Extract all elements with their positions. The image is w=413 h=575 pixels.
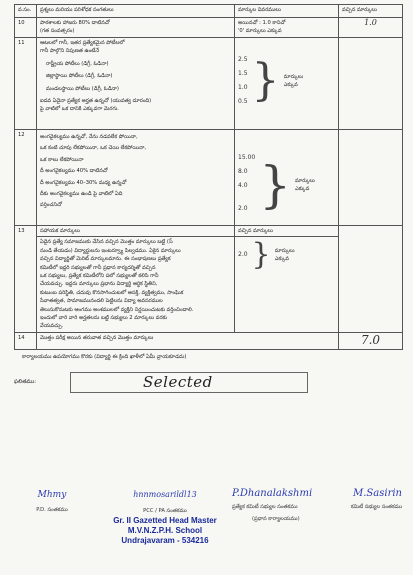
row-question: మొత్తం పరీక్ష అయిన తరువాత వచ్చిన మొత్తం మార్కులు [37, 333, 339, 349]
question-line: సేవాతత్వత, సామాజమునందలి పెట్టిలను విద్యా అవసరముల [40, 298, 163, 305]
pcc-signature [95, 490, 235, 515]
row-question [37, 130, 235, 226]
result-label: ఫలితము: [14, 379, 37, 386]
row-marks-given [339, 226, 403, 333]
row-number: 11 [15, 38, 37, 130]
table-row [15, 333, 403, 349]
table-header-row [15, 5, 403, 18]
col-header-question: ప్రశ్నలు మరియు పరిశోధక సంగతులు [37, 5, 235, 18]
marks-values [238, 53, 248, 109]
committee-scribbles [232, 488, 402, 499]
pcc-signature-scribble: hnnmosarildl13 [133, 490, 197, 499]
row-number: 13 [15, 226, 37, 333]
office-use-note: కార్యాలయము ఉపయోగము కొరకు (విద్యార్థి ఈ క్రింది ఖాళీలో ఏమీ వ్రాయకూడదు) [22, 353, 187, 360]
marks-table [14, 4, 403, 350]
marks-value: 2.5 [238, 56, 248, 63]
marks-caption [295, 177, 315, 193]
question-line: (గత సంవత్సరం) [40, 28, 75, 35]
row-question [37, 18, 235, 38]
table-row [15, 130, 403, 226]
question-line: చేయవచ్చు. ఇద్దరు మార్కులు ప్రభాను విద్యార్థి ఆర్థిక స్థితిని, [40, 281, 158, 288]
question-line: దీ అంగవైకల్యము 40–30% మధ్య ఉన్నచో [40, 179, 127, 186]
row-question [37, 237, 235, 333]
stamp-line: M.V.N.Z.P.H. School [127, 526, 203, 535]
question-line: అంగవైకల్యము ఉన్నచో, నేను నడవలేక పోయినా, [40, 134, 138, 140]
committee-signature-label: ప్రత్యేక కమిటీ సభ్యుల సంతకము [232, 504, 298, 510]
question-line: ఏదైన ప్రత్యే సమాజముకు చేసిన వచ్చిన మొత్తం మార్కులు బట్టి (స్ [40, 239, 173, 246]
committee-signature-label: కమిటీ సభ్యుల సంతకము [350, 504, 402, 510]
brace-icon: } [251, 237, 271, 273]
marks-caption [275, 247, 295, 263]
question-line: కమిటీలో ఇద్దరి సభ్యులతో గానీ ప్రధాన కార్యదర్శితో వచ్చిన [40, 264, 156, 271]
row-number: 10 [15, 18, 37, 38]
marks-value: 0.5 [238, 98, 248, 105]
col-header-marks-detail: మార్కుల వివరములు [235, 5, 339, 18]
col-header-marks-given: వచ్చిన మార్కులు [339, 5, 403, 18]
detail-line: '0' మార్కులు ఎక్కువ [238, 28, 282, 35]
brace-icon: } [259, 156, 291, 214]
question-line: ఒక కాలు లేకపోయినా [40, 156, 84, 163]
question-line: వేయవచ్చు. [40, 323, 64, 330]
marks-value: 2.0 [238, 251, 248, 259]
marks-caption [284, 73, 304, 89]
row-number: 14 [15, 333, 37, 349]
result-value-handwritten: Selected [143, 373, 213, 392]
marks-value: 1.5 [238, 70, 248, 77]
pd-signature [22, 490, 82, 514]
committee-sub-label: (ప్రధాన కార్యాలయము) [252, 516, 300, 522]
given-marks-handwritten: 1.0 [364, 18, 377, 27]
row-question [37, 38, 235, 130]
col-header-no: వ.సం. [15, 5, 37, 18]
row-marks-given [339, 333, 403, 349]
stamp-line: Gr. II Gazetted Head Master [113, 516, 217, 525]
table-row [15, 18, 403, 38]
row-marks-given [339, 38, 403, 130]
row-marks-detail [235, 237, 339, 333]
question-line: దీకు అంగవైకల్యము ఉండి పై వాటిలో ఏది [40, 191, 123, 198]
marks-caption-line: మార్కులు [295, 178, 315, 184]
marks-caption-line: ఎక్కువ [274, 256, 289, 263]
question-line: నుండి తేయడం) విద్యార్థులను ఇంటర్వ్యూ పిల్వడము. ఏకైన మార్కులు [40, 247, 181, 254]
marks-values [238, 151, 255, 219]
marks-value: 4.0 [238, 182, 248, 189]
pd-signature-scribble: Mhmy [37, 490, 67, 500]
question-line: ఇందులో వారి వారి అర్హతలను బట్టి సభ్యులు 2 మార్కులు వరకు [40, 315, 168, 322]
row-marks-given [339, 18, 403, 38]
committee-labels [232, 503, 402, 511]
signature-area [0, 488, 413, 575]
question-line: ఒక కంటి చూపు లేకపోయినా, ఒక చెయి లేకపోయినా, [40, 145, 147, 152]
committee-signature-scribble: P.Dhanalakshmi [232, 488, 313, 499]
question-line: గానీ పాల్గొని నిపుణత ఉంటేనే [40, 48, 99, 55]
question-line: కుటుంబ పరిస్థితి, చదువు కొనసాగించుటలో ఆసక్తి, వ్యక్తిత్వము, సాంఘిక [40, 289, 184, 296]
committee-signature-scribble: M.Sasirin [353, 488, 402, 499]
row-number: 12 [15, 130, 37, 226]
row-question-title: సహాయక మార్కులు [37, 226, 235, 237]
marks-value: 1.0 [238, 84, 248, 91]
pcc-signature-label: PCC / PA సంతకము [143, 508, 187, 514]
detail-line: అయినచో : 1.0 కానిచో [238, 20, 286, 26]
question-line: దీ అంగవైకల్యము 40% దాటినచో [40, 168, 108, 175]
result-row [14, 372, 402, 393]
total-marks-handwritten: 7.0 [360, 333, 381, 348]
question-line: ఒక సభ్యులు, ప్రత్యేక కమిటీలోని పలో సభ్యులతో కలిసి గానీ [40, 273, 159, 280]
question-line: పై వాటిలో ఒక దానికి ఎక్కువగా మెరగు. [40, 106, 119, 113]
question-line: జిల్లాస్థాయి పోటీలు (డిగ్రీ, ఓడినా) [46, 73, 113, 80]
marks-options [238, 237, 335, 273]
row-marks-detail [235, 130, 339, 226]
question-line: రాష్ట్రీయ పోటీలు (డిగ్రీ, ఓడినా) [46, 60, 109, 67]
question-line: ఐదవ ఏదైనా ప్రత్యేక అర్హత ఉన్నచో (యువత్వ దూరంది) [40, 98, 152, 105]
row-marks-detail [235, 18, 339, 38]
table-row [15, 226, 403, 237]
marks-caption-line: మార్కులు [274, 248, 295, 255]
question-line: వచ్చిన విద్యార్థితో మెరిట్ మార్కులమాను. ఈ సంభాషణలు ప్రత్యేక [40, 256, 171, 263]
marks-caption-line: మార్కులు [283, 74, 304, 80]
marks-sheet [14, 4, 402, 393]
pd-signature-label: P.D. సంతకము [36, 507, 68, 513]
marks-options [238, 53, 335, 109]
marks-value: 15.00 [238, 154, 256, 161]
marks-caption-line: ఎక్కువ [283, 82, 298, 88]
result-box [70, 372, 308, 393]
marks-value: 8.0 [238, 168, 248, 175]
committee-signatures [232, 488, 402, 523]
question-line: తెలుసుకొనుటకు ఆంగము అంశములలో వ్యక్తిని నిర్ణయించుటకు వర్తించిందాలి. [40, 306, 194, 313]
marks-value: 2.0 [238, 205, 248, 212]
stamp-line: Undrajavaram - 534216 [121, 536, 209, 545]
row-marks-given [339, 130, 403, 226]
question-line: పాఠశాలకు హాజరు 80% దాటినచో [40, 20, 110, 26]
question-line: మండలస్థాయి పోటీలు (డిగ్రీ, ఓడినా) [46, 85, 119, 92]
marks-caption-line: ఎక్కువ [295, 186, 310, 192]
question-line: ఆటలలో గానీ, ఇతర ప్రత్యేకమైన పోటీలలో [40, 40, 125, 46]
brace-icon: } [251, 55, 280, 106]
question-line: వర్తించనిచో [40, 202, 62, 209]
row-detail-title: వచ్చిన మార్కులు [235, 226, 339, 237]
row-marks-detail [235, 38, 339, 130]
school-stamp [90, 516, 240, 546]
table-row [15, 38, 403, 130]
marks-values [238, 245, 248, 265]
marks-options [238, 151, 335, 219]
